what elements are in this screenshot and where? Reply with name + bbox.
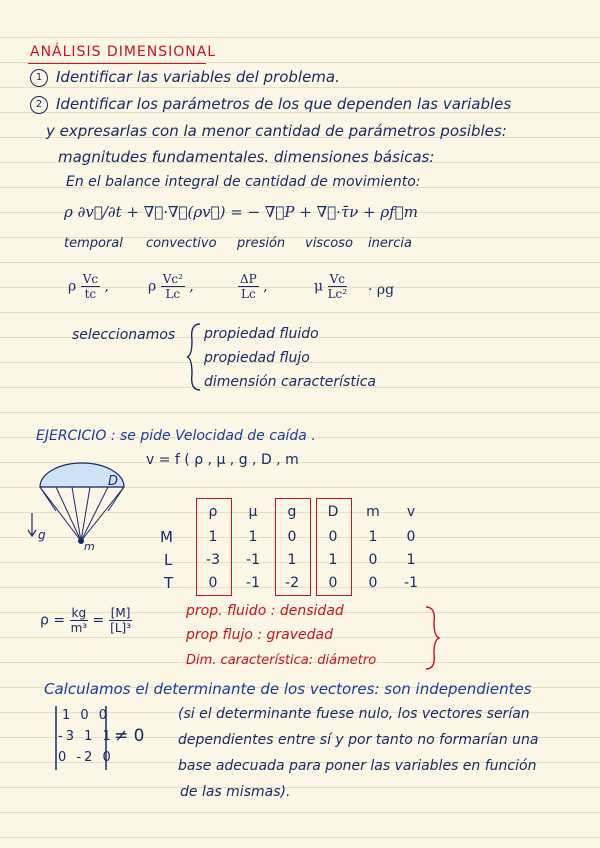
select-item-2: propiedad flujo (204, 350, 310, 366)
term-temporal: temporal (64, 236, 123, 251)
row-label-L: L (164, 551, 173, 569)
group-convective-prefix: ρ (148, 278, 157, 295)
step-2-line-3: magnitudes fundamentales. dimensiones básicas: (58, 148, 435, 166)
cell-T-v: -1 (404, 575, 418, 591)
cell-T-mu: -1 (246, 575, 260, 591)
group-pressure-den: Lc (241, 287, 256, 301)
determinant-row-2: -3 1 1 (58, 729, 114, 744)
col-header-m: m (366, 504, 380, 520)
function-expression: v = f ( ρ , μ , g , D , m (146, 452, 299, 468)
group-temporal: ρ $\frac{Vc}{tc}$ , (68, 272, 109, 301)
col-header-v: v (406, 504, 416, 520)
diagram-label-g: g (38, 528, 46, 542)
determinant-row-1: 1 0 0 (62, 708, 111, 723)
diagram-label-D: D (108, 474, 119, 489)
step-2 (30, 95, 511, 114)
col-header-mu: μ (248, 504, 258, 520)
group-inertia: · ρg (368, 282, 395, 298)
group-convective-den: Lc (165, 287, 181, 301)
group-temporal-frac (81, 272, 100, 301)
col-header-rho: ρ (208, 504, 218, 520)
parachute-lines (40, 487, 124, 541)
group-convective-num: Vc² (162, 272, 183, 286)
cell-M-g: 0 (287, 529, 297, 545)
rho-units-num-2: [M] (110, 606, 131, 620)
row-label-M: M (160, 528, 173, 546)
group-temporal-den: tc (84, 287, 97, 301)
group-viscous-den: Lc² (327, 287, 348, 301)
cell-M-m: 1 (368, 529, 378, 545)
col-header-g: g (287, 504, 297, 520)
term-convectivo: convectivo (146, 236, 217, 251)
rho-units-frac-1 (70, 606, 89, 635)
group-pressure-num: ΔP (240, 272, 257, 286)
group-convective-frac (161, 272, 185, 301)
row-label-T: T (164, 574, 174, 592)
rho-units-frac-2 (109, 606, 133, 635)
cell-L-D: 1 (328, 552, 338, 568)
cell-T-D: 0 (328, 575, 338, 591)
rho-units-den-1: m³ (70, 621, 88, 635)
cell-L-mu: -1 (246, 552, 260, 568)
explanation-line-4: de las mismas). (180, 784, 291, 800)
cell-T-rho: 0 (208, 575, 218, 591)
explanation-line-1: (si el determinante fuese nulo, los vectores serían (178, 706, 530, 722)
selection-dimension: Dim. característica: diámetro (186, 653, 377, 668)
cell-T-m: 0 (368, 575, 378, 591)
exercise-title: EJERCICIO : se pide Velocidad de caída . (36, 428, 316, 444)
rho-units-lhs: ρ = (40, 612, 66, 629)
term-viscoso: viscoso (305, 236, 353, 251)
cell-M-mu: 1 (248, 529, 258, 545)
select-item-1: propiedad fluido (204, 326, 319, 342)
rho-units-den-2: [L]³ (110, 621, 132, 635)
cell-L-g: 1 (287, 552, 297, 568)
group-pressure: $\frac{\Delta P}{Lc}$ , (240, 272, 268, 301)
select-item-3: dimensión característica (204, 374, 376, 390)
group-convective: ρ $\frac{\text{Vc²}}{Lc}$ , (148, 272, 194, 301)
select-brace (186, 322, 202, 392)
step-2-line-2: y expresarlas con la menor cantidad de parámetros posibles: (46, 122, 507, 140)
balance-intro: En el balance integral de cantidad de movimiento: (66, 174, 421, 190)
selection-fluid: prop. fluido : densidad (186, 603, 344, 619)
group-temporal-num: Vc (82, 272, 99, 286)
step-1 (30, 68, 340, 87)
group-temporal-prefix: ρ (68, 278, 77, 295)
rho-units: ρ = $\frac{kg}{\text{m³}}$ = $\frac{[M]}{\text{[L]³}}$ (40, 606, 132, 635)
cell-L-m: 0 (368, 552, 378, 568)
rho-units-num-1: kg (71, 606, 87, 620)
determinant-statement: Calculamos el determinante de los vectores: son independientes (44, 680, 532, 698)
selection-brace (424, 605, 440, 671)
parachute-diagram (20, 455, 130, 555)
explanation-line-3: base adecuada para poner las variables en función (178, 758, 537, 774)
step-2-text: Identificar los parámetros de los que dependen las variables (56, 95, 512, 113)
cell-T-g: -2 (285, 575, 299, 591)
group-viscous-prefix: μ (314, 278, 324, 295)
cell-M-rho: 1 (208, 529, 218, 545)
selection-flow: prop flujo : gravedad (186, 627, 334, 643)
step-1-text: Identificar las variables del problema. (56, 68, 340, 86)
title-underline (28, 63, 206, 64)
step-number-2: 2 (30, 96, 48, 114)
momentum-equation: ρ ∂v⃗/∂t + ∇⃗·∇⃗(ρv⃗) = − ∇⃗P + ∇⃗·τ̄ν + ρf⃗m (64, 203, 418, 221)
determinant-nonzero: ≠ 0 (114, 726, 145, 746)
group-pressure-frac (238, 272, 259, 301)
group-viscous-num: Vc (328, 272, 348, 287)
group-viscous (314, 272, 347, 301)
page-title: ANÁLISIS DIMENSIONAL (30, 44, 217, 60)
step-number-1: 1 (30, 69, 48, 87)
group-viscous-frac (328, 272, 348, 301)
cell-M-v: 0 (406, 529, 416, 545)
select-label: seleccionamos (72, 327, 176, 343)
determinant-row-3: 0 -2 0 (58, 750, 114, 765)
term-presion: presión (237, 236, 286, 251)
explanation-line-2: dependientes entre sí y por tanto no formarían una (178, 732, 539, 748)
cell-L-v: 1 (406, 552, 416, 568)
diagram-label-m: m (84, 540, 95, 553)
cell-M-D: 0 (328, 529, 338, 545)
col-header-D: D (327, 504, 339, 520)
term-inercia: inercia (368, 236, 412, 251)
cell-L-rho: -3 (206, 552, 220, 568)
